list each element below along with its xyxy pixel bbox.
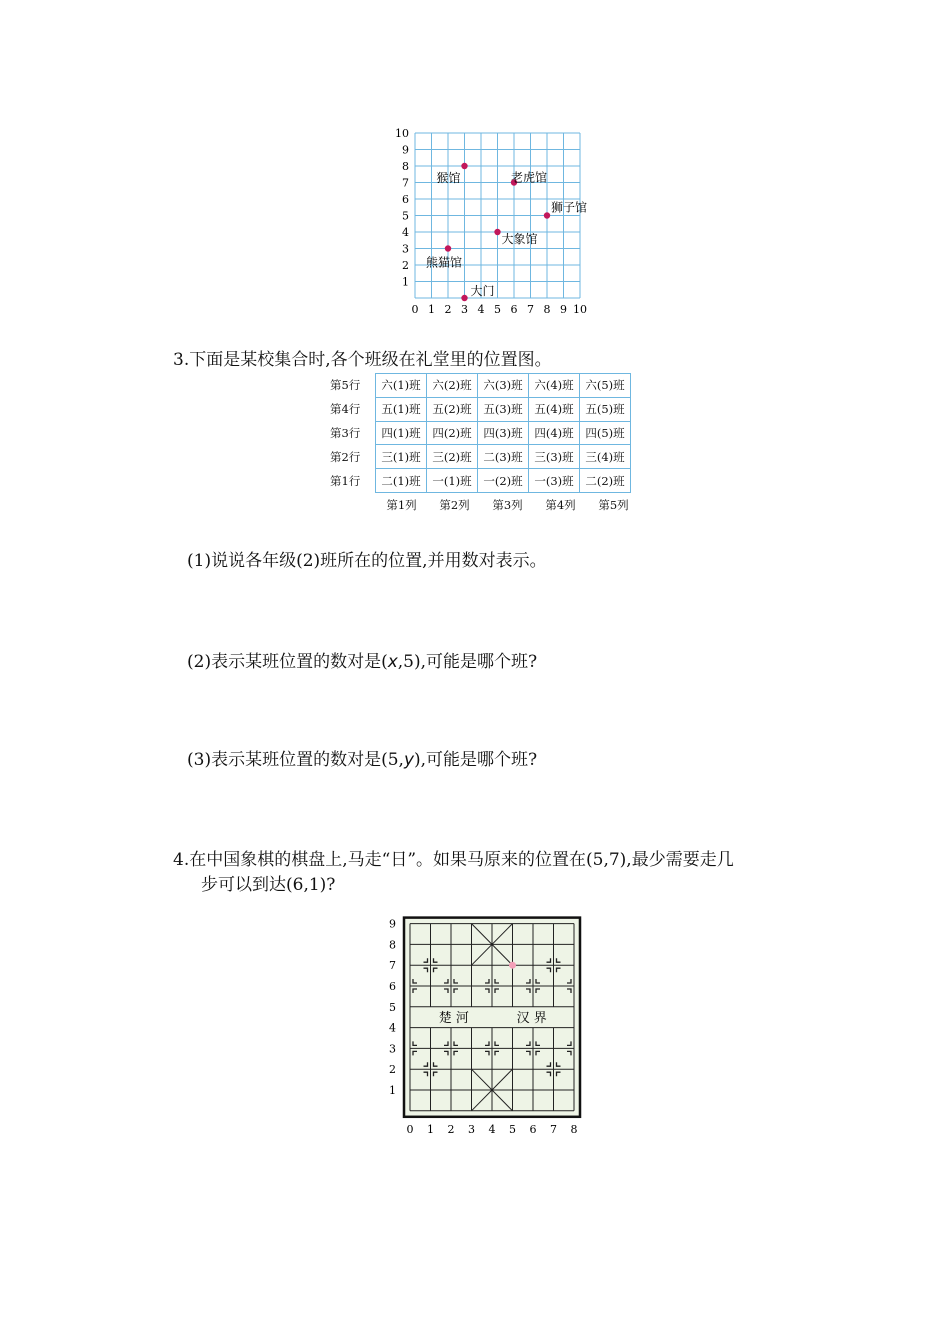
class-cell: 六(1)班 [376,374,427,398]
x-tick-label: 8 [543,303,551,316]
column-label: 第4列 [545,498,576,512]
x-tick-label: 0 [406,1122,414,1136]
class-cell: 三(2)班 [427,445,478,469]
x-tick-label: 1 [427,1122,434,1136]
y-tick-label: 8 [389,938,396,952]
y-tick-label: 6 [389,980,396,993]
x-tick-label: 5 [509,1122,516,1136]
class-cell: 六(5)班 [580,374,631,398]
question-3-title: 3.下面是某校集合时,各个班级在礼堂里的位置图。 [173,350,552,370]
zoo-map [385,118,615,323]
y-tick-label: 7 [402,176,409,190]
y-tick-label: 1 [402,275,409,289]
y-tick-label: 9 [402,143,409,157]
class-cell: 五(5)班 [580,397,631,421]
column-labels [375,497,640,513]
point-label: 大门 [470,284,495,298]
x-tick-label: 6 [529,1122,537,1136]
x-tick-label: 4 [477,303,485,316]
river-label-left: 楚 河 [438,1011,469,1027]
sub2-text-a: (2)表示某班位置的数对是( [187,652,388,672]
point-label: 大象馆 [501,232,538,246]
x-tick-label: 8 [570,1122,578,1136]
class-cell: 二(3)班 [478,445,529,469]
point-marker [445,245,451,251]
x-tick-label: 7 [527,303,534,316]
y-tick-label: 8 [402,160,409,173]
class-cell: 三(3)班 [529,445,580,469]
row-label: 第5行 [330,378,361,392]
point-marker [461,295,467,301]
horse-marker [509,962,516,969]
y-tick-label: 9 [389,917,396,931]
table-row [376,397,631,421]
x-tick-label: 10 [573,303,587,316]
class-cell: 二(1)班 [376,469,427,493]
question-4-line2: 步可以到达(6,1)? [201,875,336,895]
class-cell: 四(4)班 [529,421,580,445]
class-cell: 五(3)班 [478,397,529,421]
x-tick-label: 9 [560,303,567,316]
class-cell: 六(3)班 [478,374,529,398]
class-cell: 六(4)班 [529,374,580,398]
table-row [376,421,631,445]
point-marker [494,229,500,235]
table-row [376,469,631,493]
class-cell: 一(3)班 [529,469,580,493]
y-tick-label: 4 [389,1021,396,1035]
y-tick-label: 2 [402,259,409,272]
x-tick-label: 2 [444,303,452,316]
question-3-sub3 [187,748,537,772]
sub3-text-a: (3)表示某班位置的数对是(5, [187,750,404,770]
sub3-variable: y [403,750,414,770]
y-tick-label: 5 [402,209,409,223]
point-marker [461,163,467,169]
x-tick-label: 7 [550,1122,557,1136]
y-tick-label: 3 [389,1042,396,1056]
point-label: 狮子馆 [551,200,588,215]
river-label-right: 汉 界 [516,1011,547,1027]
class-cell: 六(2)班 [427,374,478,398]
class-cell: 四(3)班 [478,421,529,445]
class-cell: 三(1)班 [376,445,427,469]
sub2-text-b: ,5),可能是哪个班? [397,652,538,672]
class-cell: 一(1)班 [427,469,478,493]
x-tick-label: 6 [510,303,518,316]
seating-table [375,373,631,493]
class-cell: 三(4)班 [580,445,631,469]
seating-chart [330,373,640,513]
column-label: 第1列 [386,498,417,512]
y-tick-label: 3 [402,242,409,256]
x-tick-label: 5 [494,303,501,316]
question-3-sub2 [187,650,537,674]
x-tick-label: 4 [488,1122,496,1136]
point-marker [544,212,550,218]
class-cell: 五(1)班 [376,397,427,421]
point-label: 熊猫馆 [426,255,463,270]
question-4-line1: 4.在中国象棋的棋盘上,马走“日”。如果马原来的位置在(5,7),最少需要走几 [173,850,734,870]
class-cell: 五(2)班 [427,397,478,421]
x-tick-label: 1 [428,303,435,316]
y-tick-label: 4 [402,226,409,239]
row-label: 第1行 [330,474,361,488]
chess-board [380,890,590,1136]
y-tick-label: 2 [389,1063,396,1077]
class-cell: 四(2)班 [427,421,478,445]
class-cell: 二(2)班 [580,469,631,493]
class-cell: 五(4)班 [529,397,580,421]
sub3-text-b: ),可能是哪个班? [414,750,538,770]
row-label: 第2行 [330,450,361,464]
y-tick-label: 1 [389,1084,396,1097]
column-label: 第5列 [598,498,629,512]
class-cell: 四(5)班 [580,421,631,445]
x-tick-label: 3 [468,1122,475,1136]
column-label: 第2列 [439,498,470,512]
sub2-variable: x [387,652,398,672]
class-cell: 一(2)班 [478,469,529,493]
y-tick-label: 6 [402,193,409,206]
class-cell: 四(1)班 [376,421,427,445]
table-row [376,445,631,469]
question-3-sub1: (1)说说各年级(2)班所在的位置,并用数对表示。 [187,551,547,571]
x-tick-label: 2 [447,1122,455,1136]
row-label: 第3行 [330,426,361,440]
y-tick-label: 10 [395,127,409,140]
x-tick-label: 0 [411,303,419,316]
point-label: 老虎馆 [511,170,548,185]
row-label: 第4行 [330,402,361,416]
y-tick-label: 5 [389,1000,396,1014]
point-label: 猴馆 [436,171,461,185]
x-tick-label: 3 [461,303,468,316]
row-label-column [330,373,375,493]
table-row [376,374,631,398]
y-tick-label: 7 [389,959,396,973]
column-label: 第3列 [492,498,523,512]
